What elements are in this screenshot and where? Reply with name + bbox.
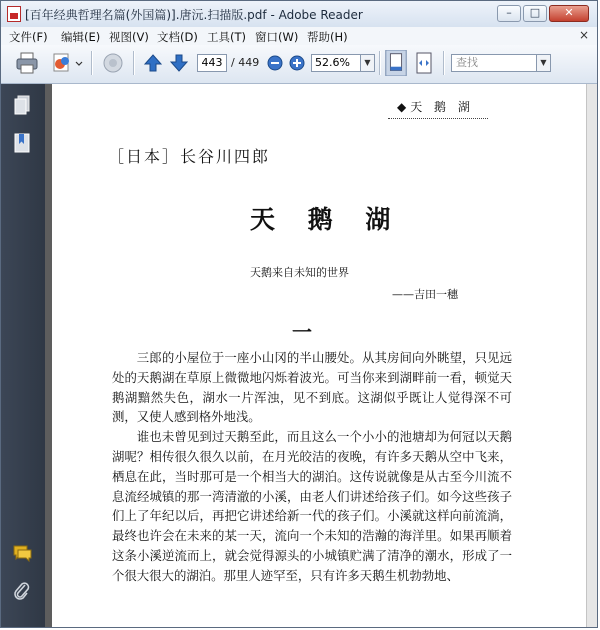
paperclip-icon[interactable] — [12, 580, 32, 602]
fit-width-icon[interactable] — [413, 50, 435, 76]
menu-bar — [1, 27, 597, 46]
close-button[interactable]: ✕ — [549, 5, 589, 22]
document-title: 天 鹅 湖 — [250, 205, 403, 234]
search-input[interactable]: 查找 — [451, 54, 537, 72]
epigraph: 天鹅来自未知的世界 — [250, 266, 349, 279]
maximize-button[interactable]: □ — [523, 5, 547, 22]
pages-icon[interactable] — [12, 94, 32, 116]
printer-icon[interactable] — [15, 50, 39, 76]
pdf-action-icon[interactable] — [51, 50, 73, 76]
arrow-down-icon[interactable] — [169, 50, 189, 76]
menu-view[interactable]: 视图(V) — [109, 30, 149, 44]
menu-help[interactable]: 帮助(H) — [307, 30, 348, 44]
epigraph-signature: ——吉田一穗 — [392, 288, 458, 301]
paragraph: 三郎的小屋位于一座小山冈的半山腰处。从其房间向外眺望，只见远处的天鹅湖在草原上微微地闪烁着波光。可当你来到湖畔前一看，顿觉天鹅湖黯然失色，湖水一片浑浊，见不到底。这湖似乎既让人觉得深不可测，又使人感到格外地浅。 — [112, 350, 512, 425]
paragraph: 谁也未曾见到过天鹅至此，而且这么一个小小的池塘却为何冠以天鹅湖呢？相传很久很久以前，在月光皎洁的夜晚，有许多天鹅从空中飞来，栖息在此，当时那可是一个相当大的湖泊。这传说就像是从古至今川流不息流经城镇的那一湾清澈的小溪，由老人们讲述给孩子们。如今这些孩子们上了年纪以后，再把它讲述给新一代的孩子们。小溪就这样向前流淌，最终也许会在未来的某一天，流向一个未知的浩瀚的海洋里。如果再顺着这条小溪逆流而上，就会觉得源头的小城镇贮满了清净的潮水，形成了一个很大很大的湖泊。那里人迹罕至，只有许多天鹅生机勃勃地、 — [112, 429, 512, 583]
toolbar — [1, 45, 597, 84]
minimize-button[interactable]: – — [497, 5, 521, 22]
document-area[interactable] — [45, 84, 597, 627]
running-header: ◆天 鹅 湖 — [397, 100, 474, 114]
page-number-input[interactable]: 443 — [197, 54, 227, 72]
page-total: / 449 — [231, 56, 260, 69]
arrow-up-icon[interactable] — [143, 50, 163, 76]
menu-file[interactable]: 文件(F) — [9, 30, 48, 44]
pdf-page — [52, 84, 587, 628]
fit-page-icon[interactable] — [385, 50, 407, 76]
menu-tools[interactable]: 工具(T) — [207, 30, 246, 44]
bookmarks-icon[interactable] — [12, 132, 32, 154]
author: ［日本］长谷川四郎 — [108, 147, 271, 166]
header-rule — [388, 118, 488, 119]
close-document-icon[interactable]: × — [578, 28, 589, 42]
comment-tool-icon[interactable] — [101, 50, 125, 76]
chevron-down-icon[interactable] — [75, 50, 83, 76]
navigation-panel — [1, 84, 46, 627]
zoom-out-icon[interactable] — [267, 50, 283, 76]
body-text — [112, 348, 512, 586]
search-dropdown-icon[interactable]: ▼ — [537, 54, 551, 72]
comments-icon[interactable] — [12, 542, 32, 564]
menu-edit[interactable]: 编辑(E) — [61, 30, 101, 44]
menu-document[interactable]: 文档(D) — [157, 30, 198, 44]
zoom-level-input[interactable]: 52.6% — [311, 54, 361, 72]
window-title: [百年经典哲理名篇(外国篇)].唐沅.扫描版.pdf - Adobe Reader — [25, 8, 363, 22]
zoom-in-icon[interactable] — [289, 50, 305, 76]
pdf-file-icon — [7, 6, 21, 22]
menu-window[interactable]: 窗口(W) — [255, 30, 299, 44]
title-bar[interactable] — [1, 1, 597, 28]
zoom-dropdown-icon[interactable]: ▼ — [361, 54, 375, 72]
vertical-scrollbar[interactable] — [586, 84, 597, 627]
section-number: 一 — [292, 320, 312, 344]
